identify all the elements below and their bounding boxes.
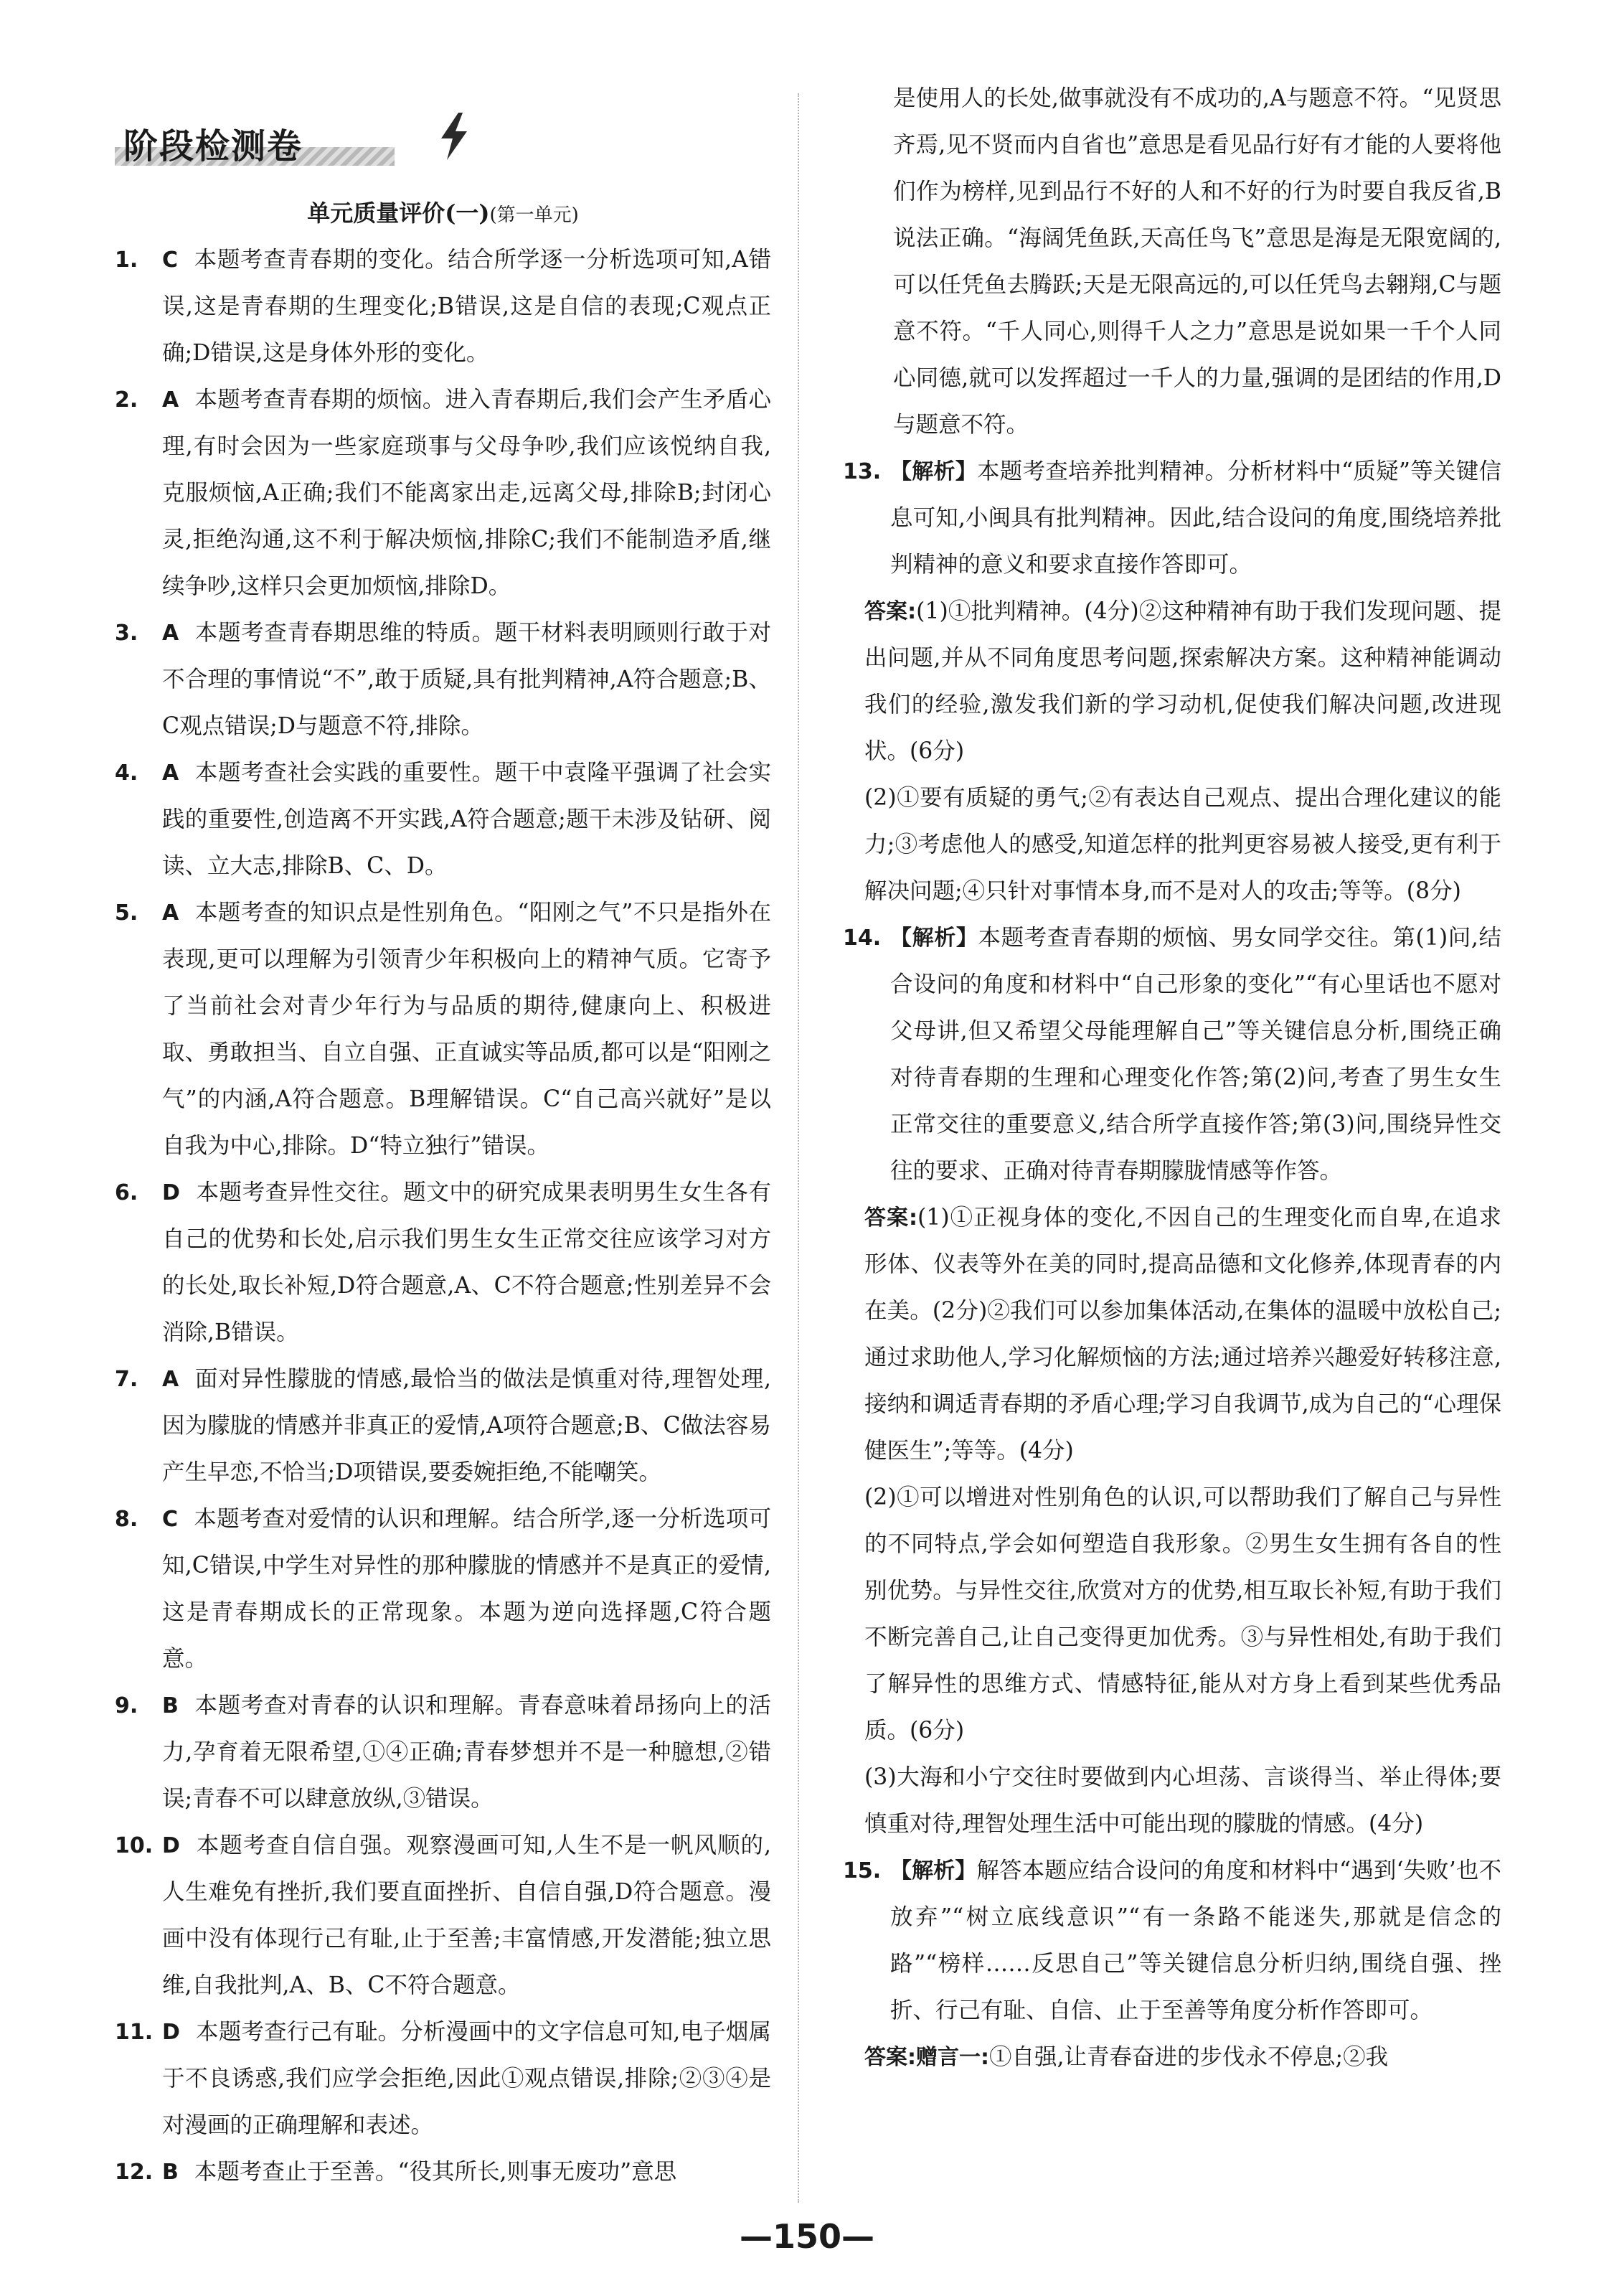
answer-letter: D (162, 1180, 180, 1205)
explanation-text: 本题考查止于至善。“役其所长,则事无废功”意思 (194, 2159, 677, 2185)
answer-text: (1)①正视身体的变化,不因自己的生理变化而自卑,在追求形体、仪表等外在美的同时,提高品德和文化修养,体现青春的内在美。(2分)②我们可以参加集体活动,在集体的温暖中放松自己;通过求助他人,学习化解烦恼的方法;通过培养兴趣爱好转移注意,接纳和调适青春期的矛盾心理;学习自我调节,成为自己的“心理保健医生”;等等。(4分) (864, 1205, 1502, 1464)
item-number: 10. (115, 1833, 154, 1858)
gift-label: 赠言一: (916, 2045, 989, 2070)
answer-item (115, 2009, 771, 2149)
answer-item (115, 2149, 771, 2196)
analysis-text: 本题考查培养批判精神。分析材料中“质疑”等关键信息可知,小闽具有批判精神。因此,结合设问的角度,围绕培养批判精神的意义和要求直接作答即可。 (890, 458, 1502, 578)
explanation-text: 本题考查对爱情的认识和理解。结合所学,逐一分析选项可知,C错误,中学生对异性的那种朦胧的情感并不是真正的爱情,这是青春期成长的正常现象。本题为逆向选择题,C符合题意。 (162, 1506, 771, 1672)
item-number: 9. (115, 1693, 138, 1718)
item-number: 4. (115, 761, 138, 786)
item-number: 8. (115, 1507, 138, 1532)
answer-letter: A (162, 387, 179, 413)
explanation-text: 本题考查对青春的认识和理解。青春意味着昂扬向上的活力,孕育着无限希望,①④正确;青春梦想并不是一种臆想,②错误;青春不可以肆意放纵,③错误。 (162, 1693, 771, 1812)
answer-item (115, 1170, 771, 1356)
question-14-answer-3: (3)大海和小宁交往时要做到内心坦荡、言谈得当、举止得体;要慎重对待,理智处理生活中可能出现的朦胧的情感。(4分) (864, 1764, 1501, 1837)
answer-letter: A (162, 761, 179, 786)
item-number: 3. (115, 621, 138, 646)
item-number: 13. (843, 459, 882, 484)
question-14 (843, 915, 1501, 1195)
item-number: 6. (115, 1180, 138, 1205)
column-divider (798, 93, 799, 2203)
answer-letter: B (162, 2160, 179, 2185)
answer-item (115, 890, 771, 1170)
explanation-text: 本题考查社会实践的重要性。题干中袁隆平强调了社会实践的重要性,创造离不开实践,A符合题意;题干未涉及钻研、阅读、立大志,排除B、C、D。 (162, 760, 771, 879)
explanation-text: 本题考查的知识点是性别角色。“阳刚之气”不只是指外在表现,更可以理解为引领青少年积极向上的精神气质。它寄予了当前社会对青少年行为与品质的期待,健康向上、积极进取、勇敢担当、自立自强、正直诚实等品质,都可以是“阳刚之气”的内涵,A符合题意。B理解错误。C“自己高兴就好”是以自我为中心,排除。D“特立独行”错误。 (162, 900, 771, 1159)
question-15-answer (843, 2034, 1501, 2081)
item-number: 11. (115, 2020, 154, 2045)
answer-letter: A (162, 621, 179, 646)
answer-label: 答案: (864, 2045, 916, 2070)
answer-letter: D (162, 1833, 180, 1858)
analysis-tag: 【解析】 (890, 926, 978, 951)
answer-label: 答案: (864, 1205, 917, 1231)
answer-item (115, 377, 771, 610)
item-number: 7. (115, 1367, 138, 1392)
explanation-text: 本题考查行己有耻。分析漫画中的文字信息可知,电子烟属于不良诱惑,我们应学会拒绝,因此①观点错误,排除;②③④是对漫画的正确理解和表述。 (162, 2019, 771, 2138)
question-13-answer-1 (843, 588, 1501, 775)
item-number: 15. (843, 1858, 882, 1883)
item-number: 5. (115, 900, 138, 926)
lightning-icon (434, 111, 474, 161)
item-number: 14. (843, 926, 882, 951)
answer-item (115, 1683, 771, 1822)
answer-item (115, 1822, 771, 2009)
answer-list-left (115, 237, 771, 2196)
answer-label: 答案: (864, 599, 917, 624)
answer-item (115, 237, 771, 377)
section-header (115, 75, 771, 179)
item-number: 12. (115, 2160, 154, 2185)
answer-text: (1)①批判精神。(4分)②这种精神有助于我们发现问题、提出问题,并从不同角度思考问题,探索解决方案。这种精神能调动我们的经验,激发我们新的学习动机,促使我们解决问题,改进现状。(6分) (864, 598, 1501, 764)
answer-letter: C (162, 1507, 179, 1532)
analysis-tag: 【解析】 (890, 1858, 977, 1883)
analysis-tag: 【解析】 (890, 459, 978, 484)
answer-item (115, 610, 771, 750)
explanation-text: 本题考查自信自强。观察漫画可知,人生不是一帆风顺的,人生难免有挫折,我们要直面挫折、自信自强,D符合题意。漫画中没有体现行己有耻,止于至善;丰富情感,开发潜能;独立思维,自我批判,A、B、C不符合题意。 (162, 1832, 771, 1998)
page-number: —150— (739, 2217, 875, 2256)
answer-letter: A (162, 1367, 179, 1392)
item-12-continuation: 是使用人的长处,做事就没有不成功的,A与题意不符。“见贤思齐焉,见不贤而内自省也”意思是看见品行好有才能的人要将他们作为榜样,见到品行不好的人和不好的行为时要自我反省,B说法正确。“海阔凭鱼跃,天高任鸟飞”意思是海是无限宽阔的,可以任凭鱼去腾跃;天是无限高远的,可以任凭鸟去翱翔,C与题意不符。“千人同心,则得千人之力”意思是说如果一千个人同心同德,就可以发挥超过一千人的力量,强调的是团结的作用,D与题意不符。 (893, 85, 1501, 438)
item-number: 1. (115, 248, 138, 273)
explanation-text: 本题考查异性交往。题文中的研究成果表明男生女生各有自己的优势和长处,启示我们男生女生正常交往应该学习对方的长处,取长补短,D符合题意,A、C不符合题意;性别差异不会消除,B错误。 (162, 1180, 771, 1345)
unit-heading (115, 195, 771, 228)
answer-item (115, 750, 771, 890)
question-13-answer-2: (2)①要有质疑的勇气;②有表达自己观点、提出合理化建议的能力;③考虑他人的感受,知道怎样的批判更容易被人接受,更有利于解决问题;④只针对事情本身,而不是对人的攻击;等等。(8分) (864, 785, 1501, 904)
question-14-answer-2: (2)①可以增进对性别角色的认识,可以帮助我们了解自己与异性的不同特点,学会如何塑造自我形象。②男生女生拥有各自的性别优势。与异性交往,欣赏对方的优势,相互取长补短,有助于我们不断完善自己,让自己变得更加优秀。③与异性相处,有助于我们了解异性的思维方式、情感特征,能从对方身上看到某些优秀品质。(6分) (864, 1485, 1501, 1744)
question-13 (843, 448, 1501, 588)
explanation-text: 本题考查青春期的烦恼。进入青春期后,我们会产生矛盾心理,有时会因为一些家庭琐事与父母争吵,我们应该悦纳自我,克服烦恼,A正确;我们不能离家出走,远离父母,排除B;封闭心灵,拒绝沟通,这不利于解决烦恼,排除C;我们不能制造矛盾,继续争吵,这样只会更加烦恼,排除D。 (162, 387, 771, 599)
question-14-answer-1 (843, 1195, 1501, 1474)
answer-letter: B (162, 1693, 179, 1718)
left-column (115, 75, 771, 2196)
item-number: 2. (115, 387, 138, 413)
right-column (843, 75, 1501, 2081)
answer-text: ①自强,让青春奋进的步伐永不停息;②我 (989, 2044, 1389, 2070)
unit-heading-sub: (第一单元) (489, 204, 579, 226)
analysis-text: 解答本题应结合设问的角度和材料中“遇到‘失败’也不放弃”“树立底线意识”“有一条路不能迷失,那就是信念的路”“榜样……反思自己”等关键信息分析归纳,围绕自强、挫折、行己有耻、自信、止于至善等角度分析作答即可。 (890, 1858, 1502, 2023)
analysis-text: 本题考查青春期的烦恼、男女同学交往。第(1)问,结合设问的角度和材料中“自己形象的变化”“有心里话也不愿对父母讲,但又希望父母能理解自己”等关键信息分析,围绕正确对待青春期的生理和心理变化作答;第(2)问,考查了男生女生正常交往的重要意义,结合所学直接作答;第(3)问,围绕异性交往的要求、正确对待青春期朦胧情感等作答。 (890, 925, 1502, 1184)
answer-letter: D (162, 2020, 180, 2045)
explanation-text: 本题考查青春期的变化。结合所学逐一分析选项可知,A错误,这是青春期的生理变化;B错误,这是自信的表现;C观点正确;D错误,这是身体外形的变化。 (162, 247, 771, 366)
answer-item (115, 1496, 771, 1683)
answer-letter: C (162, 248, 179, 273)
section-title: 阶段检测卷 (123, 126, 303, 166)
unit-heading-main: 单元质量评价(一) (307, 199, 490, 227)
answer-item (115, 1356, 771, 1496)
explanation-text: 本题考查青春期思维的特质。题干材料表明顾则行敢于对不合理的事情说“不”,敢于质疑,具有批判精神,A符合题意;B、C观点错误;D与题意不符,排除。 (162, 620, 771, 739)
answer-letter: A (162, 900, 179, 926)
question-15 (843, 1848, 1501, 2034)
explanation-text: 面对异性朦胧的情感,最恰当的做法是慎重对待,理智处理,因为朦胧的情感并非真正的爱情,A项符合题意;B、C做法容易产生早恋,不恰当;D项错误,要委婉拒绝,不能嘲笑。 (162, 1366, 771, 1485)
